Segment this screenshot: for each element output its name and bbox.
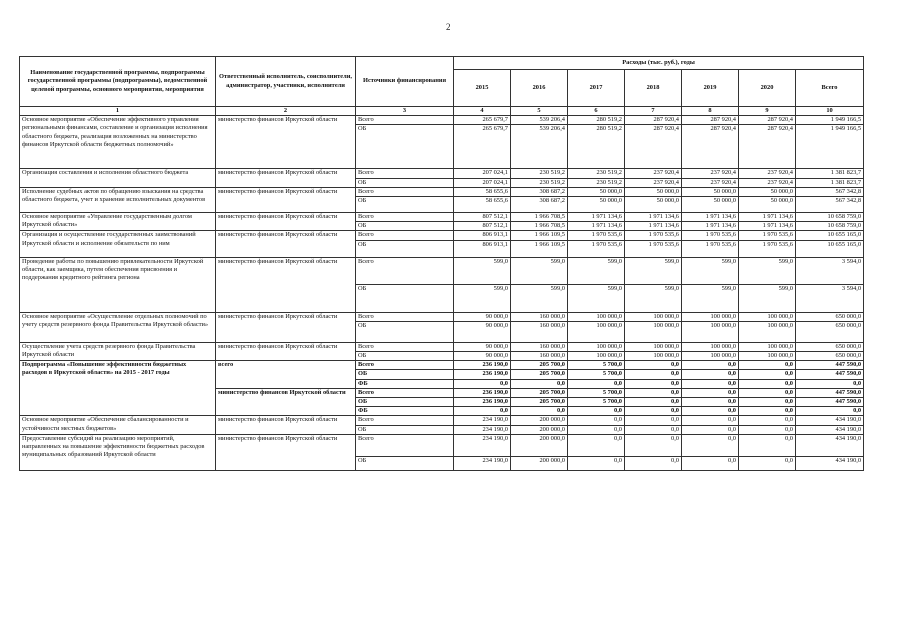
year-value: 90 000,0 [454, 321, 511, 342]
activity-name: Основное мероприятие «Осуществление отдельных полномочий по учету средств резервного фонда Правительства Иркутской области» [20, 312, 216, 342]
year-value: 100 000,0 [625, 342, 682, 351]
year-value: 1 966 109,5 [511, 231, 568, 240]
header-source: Источники финансирования [356, 57, 454, 107]
year-value: 0,0 [682, 379, 739, 388]
year-value: 1 971 134,6 [739, 222, 796, 231]
year-value: 230 519,2 [511, 178, 568, 187]
total-value: 1 381 823,7 [796, 178, 864, 187]
funding-source: ОБ [356, 352, 454, 361]
year-value: 0,0 [739, 361, 796, 370]
funding-source: ОБ [356, 398, 454, 407]
total-value: 0,0 [796, 407, 864, 416]
year-value: 0,0 [454, 407, 511, 416]
header-year: 2015 [454, 70, 511, 107]
executor: министерство финансов Иркутской области [216, 231, 356, 257]
year-value: 539 206,4 [511, 125, 568, 169]
year-value: 599,0 [568, 284, 625, 312]
year-value: 1 971 134,6 [739, 213, 796, 222]
year-value: 200 000,0 [511, 456, 568, 470]
year-value: 0,0 [682, 407, 739, 416]
total-value: 567 342,8 [796, 187, 864, 196]
table-row [20, 213, 864, 222]
year-value: 0,0 [625, 388, 682, 397]
executor: министерство финансов Иркутской области [216, 169, 356, 187]
total-value: 447 590,0 [796, 398, 864, 407]
funding-source: ОБ [356, 222, 454, 231]
year-value: 1 966 109,5 [511, 240, 568, 257]
year-value: 237 920,4 [625, 169, 682, 178]
table-row [20, 169, 864, 178]
year-value: 599,0 [568, 257, 625, 284]
year-value: 50 000,0 [625, 197, 682, 213]
year-value: 599,0 [739, 284, 796, 312]
year-value: 50 000,0 [739, 187, 796, 196]
year-value: 280 519,2 [568, 125, 625, 169]
year-value: 100 000,0 [739, 321, 796, 342]
year-value: 100 000,0 [625, 352, 682, 361]
year-value: 205 700,0 [511, 398, 568, 407]
year-value: 1 971 134,6 [625, 213, 682, 222]
year-value: 5 700,0 [568, 388, 625, 397]
year-value: 237 920,4 [625, 178, 682, 187]
total-value: 1 949 166,5 [796, 116, 864, 125]
table-row [20, 434, 864, 456]
year-value: 234 190,0 [454, 456, 511, 470]
year-value: 100 000,0 [568, 342, 625, 351]
year-value: 807 512,1 [454, 222, 511, 231]
year-value: 287 920,4 [739, 125, 796, 169]
year-value: 287 920,4 [682, 125, 739, 169]
total-value: 0,0 [796, 379, 864, 388]
year-value: 200 000,0 [511, 434, 568, 456]
activity-name: Основное мероприятие «Обеспечение сбалансированности и устойчивости местных бюджетов» [20, 416, 216, 434]
total-value: 10 658 759,0 [796, 213, 864, 222]
year-value: 205 700,0 [511, 361, 568, 370]
funding-source: ОБ [356, 425, 454, 434]
year-value: 50 000,0 [625, 187, 682, 196]
year-value: 0,0 [625, 398, 682, 407]
year-value: 0,0 [682, 361, 739, 370]
year-value: 5 700,0 [568, 361, 625, 370]
funding-source: Всего [356, 361, 454, 370]
table-row [20, 342, 864, 351]
activity-name: Проведение работы по повышению привлекательности Иркутской области, как заемщика, путем обеспечения присвоения и поддержания кредитного рейтинга региона [20, 257, 216, 312]
year-value: 1 970 535,6 [739, 231, 796, 240]
year-value: 50 000,0 [682, 187, 739, 196]
year-value: 0,0 [625, 416, 682, 425]
year-value: 0,0 [682, 398, 739, 407]
year-value: 100 000,0 [625, 321, 682, 342]
year-value: 207 024,1 [454, 169, 511, 178]
year-value: 100 000,0 [568, 321, 625, 342]
year-value: 237 920,4 [739, 178, 796, 187]
funding-source: ОБ [356, 456, 454, 470]
year-value: 90 000,0 [454, 342, 511, 351]
activity-name: Основное мероприятие «Управление государственным долгом Иркутской области» [20, 213, 216, 231]
year-value: 280 519,2 [568, 116, 625, 125]
funding-source: Всего [356, 342, 454, 351]
funding-source: Всего [356, 213, 454, 222]
executor: министерство финансов Иркутской области [216, 187, 356, 212]
year-value: 599,0 [739, 257, 796, 284]
activity-name: Организация и осуществление государственных заимствований Иркутской области и исполнение обязательств по ним [20, 231, 216, 257]
column-index: 10 [796, 107, 864, 116]
year-value: 5 700,0 [568, 398, 625, 407]
year-value: 0,0 [568, 416, 625, 425]
year-value: 287 920,4 [682, 116, 739, 125]
total-value: 434 190,0 [796, 416, 864, 425]
year-value: 100 000,0 [739, 342, 796, 351]
total-value: 447 590,0 [796, 388, 864, 397]
year-value: 5 700,0 [568, 370, 625, 379]
funding-source: ОБ [356, 370, 454, 379]
year-value: 0,0 [625, 361, 682, 370]
column-index: 9 [739, 107, 796, 116]
year-value: 1 970 535,6 [682, 240, 739, 257]
year-value: 0,0 [568, 425, 625, 434]
total-value: 434 190,0 [796, 456, 864, 470]
year-value: 200 000,0 [511, 425, 568, 434]
year-value: 599,0 [682, 257, 739, 284]
total-value: 1 949 166,5 [796, 125, 864, 169]
activity-name: Исполнение судебных актов по обращению взыскания на средства областного бюджета, учет и хранение исполнительных документов [20, 187, 216, 212]
table-row [20, 312, 864, 321]
year-value: 237 920,4 [682, 178, 739, 187]
funding-source: Всего [356, 416, 454, 425]
header-year: 2020 [739, 70, 796, 107]
year-value: 599,0 [511, 257, 568, 284]
year-value: 160 000,0 [511, 352, 568, 361]
year-value: 200 000,0 [511, 416, 568, 425]
year-value: 0,0 [682, 434, 739, 456]
column-index: 3 [356, 107, 454, 116]
table-row [20, 361, 864, 370]
year-value: 599,0 [454, 257, 511, 284]
table-row [20, 187, 864, 196]
funding-source: ОБ [356, 321, 454, 342]
funding-source: ФБ [356, 407, 454, 416]
year-value: 0,0 [739, 388, 796, 397]
funding-source: Всего [356, 434, 454, 456]
year-value: 1 971 134,6 [625, 222, 682, 231]
year-value: 0,0 [682, 370, 739, 379]
header-total: Всего [796, 70, 864, 107]
year-value: 50 000,0 [682, 197, 739, 213]
year-value: 234 190,0 [454, 425, 511, 434]
year-value: 237 920,4 [739, 169, 796, 178]
column-index: 2 [216, 107, 356, 116]
funding-source: ОБ [356, 178, 454, 187]
year-value: 234 190,0 [454, 416, 511, 425]
year-value: 1 971 134,6 [682, 213, 739, 222]
total-value: 1 381 823,7 [796, 169, 864, 178]
year-value: 265 679,7 [454, 125, 511, 169]
year-value: 0,0 [568, 456, 625, 470]
total-value: 10 658 759,0 [796, 222, 864, 231]
header-year: 2019 [682, 70, 739, 107]
year-value: 1 971 134,6 [568, 222, 625, 231]
header-year: 2016 [511, 70, 568, 107]
column-index: 1 [20, 107, 216, 116]
year-value: 0,0 [739, 425, 796, 434]
year-value: 265 679,7 [454, 116, 511, 125]
table-row [20, 116, 864, 125]
year-value: 0,0 [682, 456, 739, 470]
year-value: 0,0 [739, 456, 796, 470]
column-index: 7 [625, 107, 682, 116]
year-value: 0,0 [625, 407, 682, 416]
year-value: 160 000,0 [511, 321, 568, 342]
total-value: 650 000,0 [796, 352, 864, 361]
year-value: 1 970 535,6 [568, 240, 625, 257]
total-value: 3 594,0 [796, 257, 864, 284]
table-row [20, 416, 864, 425]
funding-source: Всего [356, 187, 454, 196]
year-value: 0,0 [739, 370, 796, 379]
year-value: 1 970 535,6 [625, 240, 682, 257]
year-value: 806 913,1 [454, 240, 511, 257]
year-value: 100 000,0 [682, 321, 739, 342]
column-index: 6 [568, 107, 625, 116]
table-row [20, 257, 864, 284]
year-value: 50 000,0 [568, 187, 625, 196]
year-value: 0,0 [454, 379, 511, 388]
year-value: 0,0 [682, 416, 739, 425]
table-row [20, 231, 864, 240]
total-value: 650 000,0 [796, 312, 864, 321]
total-value: 10 655 165,0 [796, 240, 864, 257]
funding-source: ОБ [356, 240, 454, 257]
year-value: 599,0 [511, 284, 568, 312]
year-value: 230 519,2 [511, 169, 568, 178]
funding-source: ОБ [356, 284, 454, 312]
year-value: 0,0 [625, 379, 682, 388]
funding-source: ОБ [356, 125, 454, 169]
column-index: 5 [511, 107, 568, 116]
year-value: 207 024,1 [454, 178, 511, 187]
total-value: 434 190,0 [796, 434, 864, 456]
year-value: 205 700,0 [511, 370, 568, 379]
funding-source: Всего [356, 312, 454, 321]
year-value: 100 000,0 [739, 312, 796, 321]
activity-name: Организация составления и исполнения областного бюджета [20, 169, 216, 187]
activity-name: Предоставление субсидий на реализацию мероприятий, направленных на повышение эффективности бюджетных расходов муниципальных образований Иркутской области [20, 434, 216, 470]
year-value: 50 000,0 [739, 197, 796, 213]
header-expenses: Расходы (тыс. руб.), годы [454, 57, 864, 70]
year-value: 0,0 [739, 407, 796, 416]
total-value: 3 594,0 [796, 284, 864, 312]
year-value: 100 000,0 [739, 352, 796, 361]
year-value: 100 000,0 [682, 352, 739, 361]
header-year: 2017 [568, 70, 625, 107]
year-value: 0,0 [682, 388, 739, 397]
year-value: 599,0 [625, 284, 682, 312]
header-year: 2018 [625, 70, 682, 107]
column-index-row [20, 107, 864, 116]
total-value: 10 655 165,0 [796, 231, 864, 240]
year-value: 1 970 535,6 [739, 240, 796, 257]
year-value: 0,0 [511, 407, 568, 416]
year-value: 236 190,0 [454, 388, 511, 397]
executor: министерство финансов Иркутской области [216, 312, 356, 342]
year-value: 287 920,4 [625, 125, 682, 169]
year-value: 160 000,0 [511, 312, 568, 321]
year-value: 0,0 [625, 456, 682, 470]
year-value: 1 966 708,5 [511, 222, 568, 231]
year-value: 100 000,0 [682, 312, 739, 321]
year-value: 287 920,4 [739, 116, 796, 125]
executor: министерство финансов Иркутской области [216, 434, 356, 470]
executor: министерство финансов Иркутской области [216, 388, 356, 416]
year-value: 160 000,0 [511, 342, 568, 351]
year-value: 90 000,0 [454, 312, 511, 321]
year-value: 1 971 134,6 [568, 213, 625, 222]
year-value: 806 913,1 [454, 231, 511, 240]
year-value: 287 920,4 [625, 116, 682, 125]
funding-source: ФБ [356, 379, 454, 388]
year-value: 0,0 [625, 434, 682, 456]
executor: всего [216, 361, 356, 389]
column-index: 4 [454, 107, 511, 116]
total-value: 434 190,0 [796, 425, 864, 434]
total-value: 650 000,0 [796, 342, 864, 351]
year-value: 599,0 [454, 284, 511, 312]
year-value: 0,0 [625, 370, 682, 379]
year-value: 1 971 134,6 [682, 222, 739, 231]
year-value: 0,0 [739, 379, 796, 388]
year-value: 234 190,0 [454, 434, 511, 456]
year-value: 50 000,0 [568, 197, 625, 213]
year-value: 236 190,0 [454, 398, 511, 407]
year-value: 237 920,4 [682, 169, 739, 178]
year-value: 0,0 [568, 434, 625, 456]
year-value: 100 000,0 [625, 312, 682, 321]
funding-source: Всего [356, 116, 454, 125]
year-value: 230 519,2 [568, 178, 625, 187]
year-value: 205 700,0 [511, 388, 568, 397]
year-value: 236 190,0 [454, 361, 511, 370]
year-value: 807 512,1 [454, 213, 511, 222]
total-value: 447 590,0 [796, 361, 864, 370]
year-value: 58 655,6 [454, 197, 511, 213]
header-executor: Ответственный исполнитель, соисполнители, администратор, участники, исполнители [216, 57, 356, 107]
year-value: 58 655,6 [454, 187, 511, 196]
total-value: 447 590,0 [796, 370, 864, 379]
funding-source: ОБ [356, 197, 454, 213]
year-value: 1 966 708,5 [511, 213, 568, 222]
year-value: 100 000,0 [682, 342, 739, 351]
year-value: 0,0 [682, 425, 739, 434]
year-value: 230 519,2 [568, 169, 625, 178]
year-value: 599,0 [625, 257, 682, 284]
year-value: 1 970 535,6 [625, 231, 682, 240]
year-value: 0,0 [568, 407, 625, 416]
header-name: Наименование государственной программы, подпрограммы государственной программы (подпрограммы), ведомственной целевой программы, основного мероприятия, мероприятия [20, 57, 216, 107]
year-value: 1 970 535,6 [568, 231, 625, 240]
executor: министерство финансов Иркутской области [216, 116, 356, 169]
year-value: 0,0 [739, 398, 796, 407]
year-value: 539 206,4 [511, 116, 568, 125]
year-value: 100 000,0 [568, 312, 625, 321]
year-value: 599,0 [682, 284, 739, 312]
executor: министерство финансов Иркутской области [216, 213, 356, 231]
activity-name: Основное мероприятие «Обеспечение эффективного управления региональными финансами, составление и организация исполнения областного бюджета, реализация возложенных на министерство финансов Иркутской области бюджетных полномочий» [20, 116, 216, 169]
year-value: 0,0 [739, 434, 796, 456]
executor: министерство финансов Иркутской области [216, 416, 356, 434]
year-value: 236 190,0 [454, 370, 511, 379]
activity-name: Осуществление учета средств резервного фонда Правительства Иркутской области [20, 342, 216, 360]
total-value: 650 000,0 [796, 321, 864, 342]
year-value: 0,0 [511, 379, 568, 388]
funding-source: Всего [356, 257, 454, 284]
funding-source: Всего [356, 231, 454, 240]
total-value: 567 342,8 [796, 197, 864, 213]
year-value: 0,0 [625, 425, 682, 434]
year-value: 0,0 [568, 379, 625, 388]
year-value: 308 687,2 [511, 197, 568, 213]
executor: министерство финансов Иркутской области [216, 257, 356, 312]
year-value: 90 000,0 [454, 352, 511, 361]
year-value: 308 687,2 [511, 187, 568, 196]
funding-source: Всего [356, 388, 454, 397]
year-value: 0,0 [739, 416, 796, 425]
executor: министерство финансов Иркутской области [216, 342, 356, 360]
year-value: 100 000,0 [568, 352, 625, 361]
column-index: 8 [682, 107, 739, 116]
funding-source: Всего [356, 169, 454, 178]
year-value: 1 970 535,6 [682, 231, 739, 240]
expenditure-table [19, 56, 864, 471]
page-number: 2 [446, 22, 451, 32]
subprogram-name: Подпрограмма «Повышение эффективности бюджетных расходов в Иркутской области» на 2015 - 2017 годы [20, 361, 216, 416]
